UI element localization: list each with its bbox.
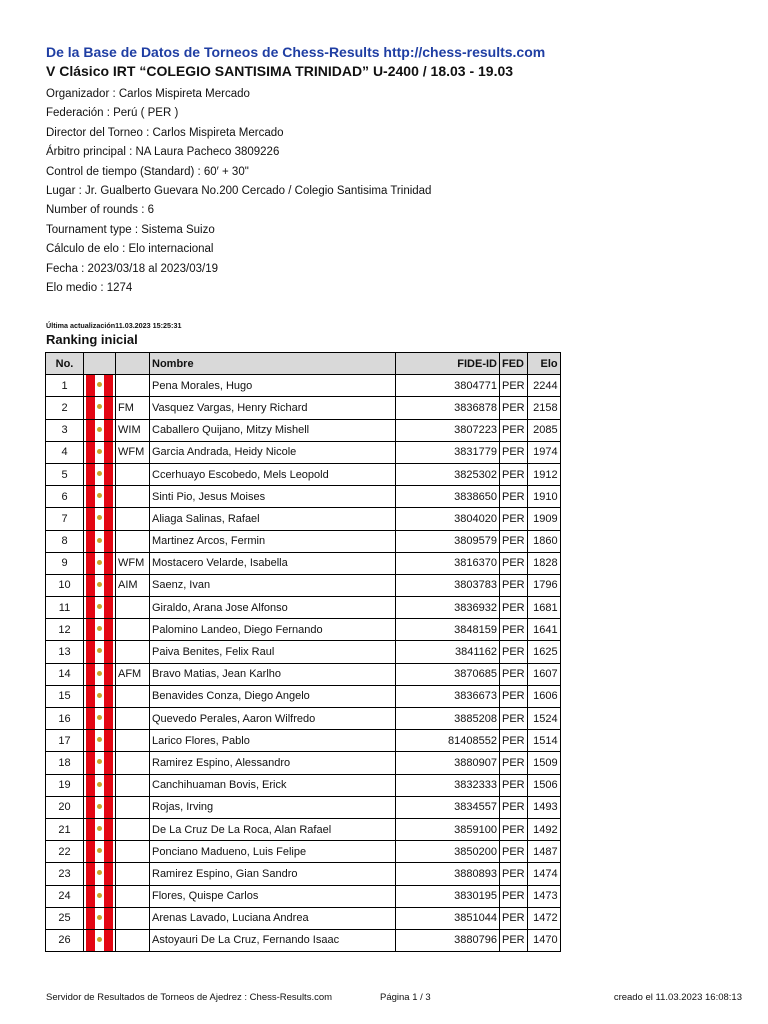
player-name: Saenz, Ivan (150, 574, 396, 596)
player-title: WIM (116, 419, 150, 441)
player-name: Astoyauri De La Cruz, Fernando Isaac (150, 929, 396, 951)
player-number: 6 (46, 486, 84, 508)
table-row (46, 508, 561, 530)
federation-flag-cell (84, 619, 116, 641)
player-fide-id: 3880907 (396, 752, 500, 774)
federation-flag-cell (84, 752, 116, 774)
player-number: 12 (46, 619, 84, 641)
player-elo: 2244 (527, 375, 560, 397)
player-elo: 2085 (527, 419, 560, 441)
peru-flag-icon (86, 730, 113, 751)
player-federation: PER (500, 641, 528, 663)
player-number: 22 (46, 841, 84, 863)
peru-flag-icon (86, 797, 113, 818)
col-header-name: Nombre (150, 353, 396, 375)
player-fide-id: 3880796 (396, 929, 500, 951)
peru-flag-icon (86, 664, 113, 685)
info-rounds: Number of rounds : 6 (46, 204, 155, 217)
player-federation: PER (500, 552, 528, 574)
peru-flag-icon (86, 442, 113, 463)
player-number: 10 (46, 574, 84, 596)
player-number: 11 (46, 597, 84, 619)
federation-flag-cell (84, 486, 116, 508)
player-federation: PER (500, 375, 528, 397)
player-title (116, 708, 150, 730)
player-title: WFM (116, 441, 150, 463)
federation-flag-cell (84, 907, 116, 929)
player-title (116, 597, 150, 619)
player-name: Ccerhuayo Escobedo, Mels Leopold (150, 463, 396, 485)
player-fide-id: 3870685 (396, 663, 500, 685)
player-federation: PER (500, 885, 528, 907)
federation-flag-cell (84, 663, 116, 685)
player-name: Pena Morales, Hugo (150, 375, 396, 397)
player-fide-id: 3804771 (396, 375, 500, 397)
player-number: 14 (46, 663, 84, 685)
player-elo: 1860 (527, 530, 560, 552)
player-fide-id: 3841162 (396, 641, 500, 663)
player-name: Bravo Matias, Jean Karlho (150, 663, 396, 685)
player-name: Garcia Andrada, Heidy Nicole (150, 441, 396, 463)
player-fide-id: 3831779 (396, 441, 500, 463)
peru-flag-icon (86, 486, 113, 507)
federation-flag-cell (84, 730, 116, 752)
player-name: Quevedo Perales, Aaron Wilfredo (150, 708, 396, 730)
player-federation: PER (500, 708, 528, 730)
player-federation: PER (500, 619, 528, 641)
player-federation: PER (500, 530, 528, 552)
federation-flag-cell (84, 375, 116, 397)
table-row (46, 752, 561, 774)
player-elo: 1681 (527, 597, 560, 619)
player-federation: PER (500, 486, 528, 508)
player-fide-id: 3816370 (396, 552, 500, 574)
player-number: 9 (46, 552, 84, 574)
player-federation: PER (500, 463, 528, 485)
table-header-row (46, 353, 561, 375)
footer-server: Servidor de Resultados de Torneos de Ajedrez : Chess-Results.com (46, 992, 333, 1003)
peru-flag-icon (86, 420, 113, 441)
player-elo: 1493 (527, 796, 560, 818)
peru-flag-icon (86, 641, 113, 662)
federation-flag-cell (84, 552, 116, 574)
player-title: AIM (116, 574, 150, 596)
player-name: Ponciano Madueno, Luis Felipe (150, 841, 396, 863)
player-number: 13 (46, 641, 84, 663)
player-name: Arenas Lavado, Luciana Andrea (150, 907, 396, 929)
player-federation: PER (500, 419, 528, 441)
peru-flag-icon (86, 863, 113, 884)
player-fide-id: 3832333 (396, 774, 500, 796)
player-name: Caballero Quijano, Mitzy Mishell (150, 419, 396, 441)
table-row (46, 818, 561, 840)
player-federation: PER (500, 841, 528, 863)
player-fide-id: 81408552 (396, 730, 500, 752)
federation-flag-cell (84, 419, 116, 441)
table-row (46, 463, 561, 485)
table-row (46, 375, 561, 397)
table-row (46, 841, 561, 863)
player-fide-id: 3830195 (396, 885, 500, 907)
player-elo: 1625 (527, 641, 560, 663)
player-elo: 1910 (527, 486, 560, 508)
info-time-control: Control de tiempo (Standard) : 60′ + 30" (46, 165, 249, 178)
player-federation: PER (500, 597, 528, 619)
table-row (46, 441, 561, 463)
col-header-title (116, 353, 150, 375)
player-title (116, 730, 150, 752)
col-header-no: No. (46, 353, 84, 375)
player-elo: 1828 (527, 552, 560, 574)
table-row (46, 929, 561, 951)
peru-flag-icon (86, 819, 113, 840)
player-name: Larico Flores, Pablo (150, 730, 396, 752)
player-name: De La Cruz De La Roca, Alan Rafael (150, 818, 396, 840)
player-number: 1 (46, 375, 84, 397)
ranking-table-body (46, 375, 561, 952)
player-elo: 1514 (527, 730, 560, 752)
player-federation: PER (500, 752, 528, 774)
table-row (46, 619, 561, 641)
player-fide-id: 3850200 (396, 841, 500, 863)
player-number: 23 (46, 863, 84, 885)
player-title (116, 619, 150, 641)
player-federation: PER (500, 818, 528, 840)
player-name: Sinti Pio, Jesus Moises (150, 486, 396, 508)
player-name: Ramirez Espino, Gian Sandro (150, 863, 396, 885)
player-number: 4 (46, 441, 84, 463)
col-header-fed: FED (500, 353, 528, 375)
player-number: 15 (46, 685, 84, 707)
table-row (46, 730, 561, 752)
player-elo: 1909 (527, 508, 560, 530)
peru-flag-icon (86, 597, 113, 618)
player-elo: 1473 (527, 885, 560, 907)
player-federation: PER (500, 441, 528, 463)
table-row (46, 796, 561, 818)
player-elo: 1974 (527, 441, 560, 463)
player-title (116, 641, 150, 663)
player-name: Aliaga Salinas, Rafael (150, 508, 396, 530)
player-number: 18 (46, 752, 84, 774)
peru-flag-icon (86, 619, 113, 640)
player-title (116, 486, 150, 508)
player-title (116, 929, 150, 951)
player-fide-id: 3836673 (396, 685, 500, 707)
federation-flag-cell (84, 885, 116, 907)
player-fide-id: 3834557 (396, 796, 500, 818)
player-number: 25 (46, 907, 84, 929)
peru-flag-icon (86, 375, 113, 396)
player-number: 20 (46, 796, 84, 818)
player-name: Canchihuaman Bovis, Erick (150, 774, 396, 796)
player-number: 5 (46, 463, 84, 485)
player-federation: PER (500, 907, 528, 929)
peru-flag-icon (86, 575, 113, 596)
player-title: AFM (116, 663, 150, 685)
peru-flag-icon (86, 397, 113, 418)
player-title (116, 907, 150, 929)
player-federation: PER (500, 663, 528, 685)
player-title (116, 375, 150, 397)
player-title (116, 841, 150, 863)
player-number: 24 (46, 885, 84, 907)
peru-flag-icon (86, 553, 113, 574)
player-fide-id: 3859100 (396, 818, 500, 840)
table-row (46, 685, 561, 707)
info-organizer: Organizador : Carlos Mispireta Mercado (46, 88, 250, 100)
federation-flag-cell (84, 530, 116, 552)
player-name: Martinez Arcos, Fermin (150, 530, 396, 552)
player-fide-id: 3851044 (396, 907, 500, 929)
player-name: Vasquez Vargas, Henry Richard (150, 397, 396, 419)
player-name: Flores, Quispe Carlos (150, 885, 396, 907)
table-row (46, 552, 561, 574)
player-title (116, 685, 150, 707)
player-elo: 1606 (527, 685, 560, 707)
table-row (46, 530, 561, 552)
player-elo: 2158 (527, 397, 560, 419)
player-elo: 1487 (527, 841, 560, 863)
player-number: 21 (46, 818, 84, 840)
federation-flag-cell (84, 397, 116, 419)
info-average-elo: Elo medio : 1274 (46, 282, 133, 295)
peru-flag-icon (86, 841, 113, 862)
peru-flag-icon (86, 708, 113, 729)
table-row (46, 486, 561, 508)
col-header-fide-id: FIDE-ID (396, 353, 500, 375)
ranking-table (45, 352, 561, 952)
federation-flag-cell (84, 574, 116, 596)
player-title (116, 463, 150, 485)
player-number: 7 (46, 508, 84, 530)
player-fide-id: 3836878 (396, 397, 500, 419)
table-row (46, 574, 561, 596)
peru-flag-icon (86, 930, 113, 951)
federation-flag-cell (84, 841, 116, 863)
player-elo: 1796 (527, 574, 560, 596)
table-row (46, 419, 561, 441)
player-federation: PER (500, 508, 528, 530)
player-federation: PER (500, 774, 528, 796)
player-elo: 1474 (527, 863, 560, 885)
player-elo: 1524 (527, 708, 560, 730)
player-name: Giraldo, Arana Jose Alfonso (150, 597, 396, 619)
player-elo: 1607 (527, 663, 560, 685)
federation-flag-cell (84, 708, 116, 730)
info-federation: Federación : Perú ( PER ) (46, 107, 179, 120)
player-fide-id: 3807223 (396, 419, 500, 441)
player-title (116, 530, 150, 552)
peru-flag-icon (86, 886, 113, 907)
peru-flag-icon (86, 508, 113, 529)
player-number: 3 (46, 419, 84, 441)
ranking-title: Ranking inicial (46, 332, 138, 347)
federation-flag-cell (84, 685, 116, 707)
federation-flag-cell (84, 641, 116, 663)
table-row (46, 597, 561, 619)
player-fide-id: 3848159 (396, 619, 500, 641)
federation-flag-cell (84, 818, 116, 840)
table-row (46, 708, 561, 730)
player-elo: 1912 (527, 463, 560, 485)
table-row (46, 907, 561, 929)
col-header-elo: Elo (527, 353, 560, 375)
player-title (116, 508, 150, 530)
player-title (116, 885, 150, 907)
table-row (46, 641, 561, 663)
player-title: FM (116, 397, 150, 419)
player-number: 26 (46, 929, 84, 951)
peru-flag-icon (86, 775, 113, 796)
info-location: Lugar : Jr. Gualberto Guevara No.200 Cercado / Colegio Santisima Trinidad (46, 185, 432, 198)
player-federation: PER (500, 685, 528, 707)
player-name: Mostacero Velarde, Isabella (150, 552, 396, 574)
info-date: Fecha : 2023/03/18 al 2023/03/19 (46, 262, 219, 275)
peru-flag-icon (86, 686, 113, 707)
player-fide-id: 3880893 (396, 863, 500, 885)
table-row (46, 663, 561, 685)
player-fide-id: 3838650 (396, 486, 500, 508)
player-federation: PER (500, 574, 528, 596)
col-header-flag (84, 353, 116, 375)
player-fide-id: 3885208 (396, 708, 500, 730)
player-title: WFM (116, 552, 150, 574)
player-title (116, 796, 150, 818)
federation-flag-cell (84, 441, 116, 463)
player-elo: 1641 (527, 619, 560, 641)
table-row (46, 885, 561, 907)
player-name: Palomino Landeo, Diego Fernando (150, 619, 396, 641)
player-fide-id: 3836932 (396, 597, 500, 619)
last-update: Última actualización11.03.2023 15:25:31 (46, 321, 182, 330)
player-number: 17 (46, 730, 84, 752)
player-federation: PER (500, 796, 528, 818)
federation-flag-cell (84, 508, 116, 530)
peru-flag-icon (86, 531, 113, 552)
player-title (116, 752, 150, 774)
federation-flag-cell (84, 929, 116, 951)
footer-page-number: Página 1 / 3 (380, 992, 431, 1003)
player-elo: 1470 (527, 929, 560, 951)
player-name: Rojas, Irving (150, 796, 396, 818)
player-number: 2 (46, 397, 84, 419)
player-fide-id: 3803783 (396, 574, 500, 596)
federation-flag-cell (84, 796, 116, 818)
player-name: Paiva Benites, Felix Raul (150, 641, 396, 663)
player-number: 8 (46, 530, 84, 552)
player-elo: 1506 (527, 774, 560, 796)
federation-flag-cell (84, 863, 116, 885)
tournament-info (46, 85, 431, 298)
info-elo-calculation: Cálculo de elo : Elo internacional (46, 243, 214, 256)
table-row (46, 863, 561, 885)
player-title (116, 863, 150, 885)
peru-flag-icon (86, 908, 113, 929)
footer-created: creado el 11.03.2023 16:08:13 (613, 992, 742, 1003)
table-row (46, 774, 561, 796)
document-title: De la Base de Datos de Torneos de Chess-Results http://chess-results.com (46, 44, 546, 60)
player-elo: 1509 (527, 752, 560, 774)
player-title (116, 774, 150, 796)
player-federation: PER (500, 863, 528, 885)
info-director: Director del Torneo : Carlos Mispireta Mercado (46, 126, 284, 139)
info-arbiter: Árbitro principal : NA Laura Pacheco 3809226 (46, 146, 280, 159)
player-elo: 1492 (527, 818, 560, 840)
peru-flag-icon (86, 464, 113, 485)
federation-flag-cell (84, 463, 116, 485)
player-fide-id: 3804020 (396, 508, 500, 530)
player-federation: PER (500, 397, 528, 419)
player-federation: PER (500, 730, 528, 752)
peru-flag-icon (86, 752, 113, 773)
player-number: 19 (46, 774, 84, 796)
table-row (46, 397, 561, 419)
player-name: Benavides Conza, Diego Angelo (150, 685, 396, 707)
player-number: 16 (46, 708, 84, 730)
player-fide-id: 3825302 (396, 463, 500, 485)
federation-flag-cell (84, 597, 116, 619)
info-tournament-type: Tournament type : Sistema Suizo (46, 223, 215, 236)
tournament-title: V Clásico IRT “COLEGIO SANTISIMA TRINIDAD” U-2400 / 18.03 - 19.03 (46, 63, 514, 79)
player-federation: PER (500, 929, 528, 951)
player-elo: 1472 (527, 907, 560, 929)
player-name: Ramirez Espino, Alessandro (150, 752, 396, 774)
player-title (116, 818, 150, 840)
federation-flag-cell (84, 774, 116, 796)
player-fide-id: 3809579 (396, 530, 500, 552)
